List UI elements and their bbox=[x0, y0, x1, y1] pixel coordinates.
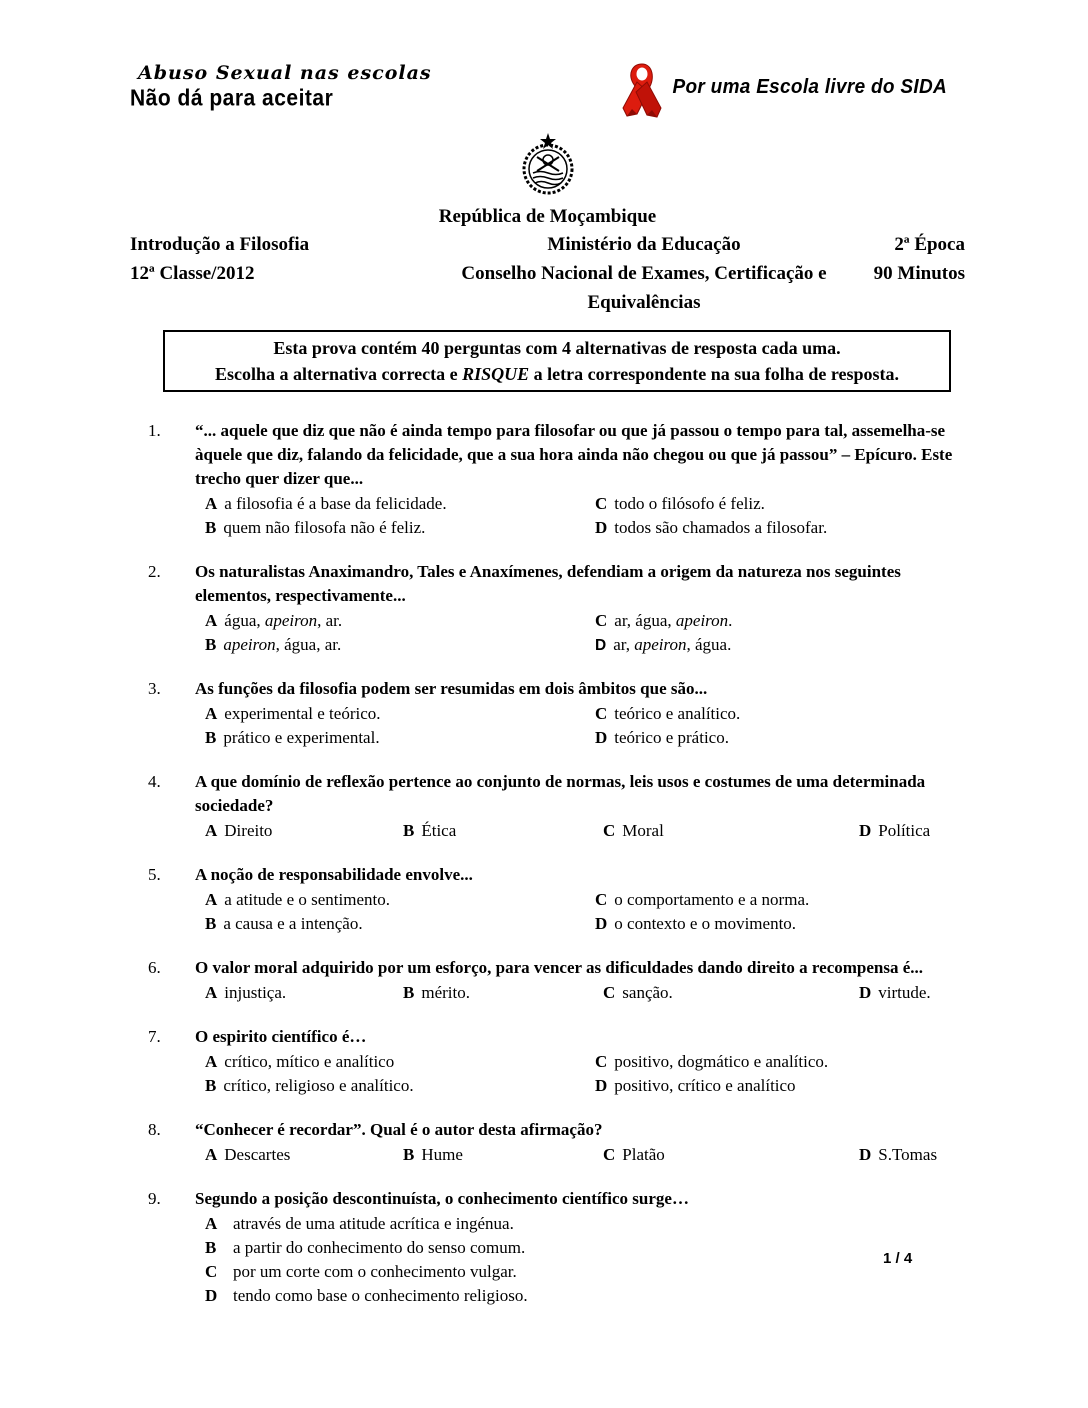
option-letter: B bbox=[403, 983, 415, 1002]
option-text: crítico, religioso e analítico. bbox=[223, 1076, 414, 1095]
option-text: Hume bbox=[421, 1145, 463, 1164]
option-b bbox=[205, 726, 595, 750]
option-text: crítico, mítico e analítico bbox=[224, 1052, 395, 1071]
slogan-bold-line: Não dá para aceitar bbox=[130, 86, 334, 111]
option-letter: D bbox=[595, 1076, 608, 1095]
option-b bbox=[205, 1236, 965, 1260]
option-letter: A bbox=[205, 1052, 218, 1071]
option-text: positivo, dogmático e analítico. bbox=[614, 1052, 829, 1071]
instructions-box bbox=[163, 330, 951, 392]
option-letter: B bbox=[403, 1145, 415, 1164]
option-a bbox=[205, 1212, 965, 1236]
option-letter: C bbox=[603, 983, 616, 1002]
options-group bbox=[195, 819, 965, 843]
option-text: Ética bbox=[421, 821, 457, 840]
slogan-script-line: Abuso Sexual nas escolas bbox=[138, 62, 432, 84]
options-group bbox=[195, 1143, 965, 1167]
option-letter: B bbox=[205, 518, 217, 537]
option-b bbox=[205, 1074, 595, 1098]
option-c bbox=[603, 981, 859, 1005]
option-a bbox=[205, 1143, 403, 1167]
option-letter: A bbox=[205, 704, 218, 723]
options-group bbox=[195, 492, 965, 540]
option-letter: A bbox=[205, 821, 218, 840]
option-letter: D bbox=[859, 1145, 872, 1164]
option-letter: A bbox=[205, 494, 218, 513]
option-c bbox=[595, 609, 965, 633]
option-text: quem não filosofa não é feliz. bbox=[223, 518, 426, 537]
duration-label: 90 Minutos bbox=[873, 263, 965, 284]
question-number: 8. bbox=[148, 1120, 161, 1139]
question bbox=[148, 1025, 965, 1098]
option-text: Moral bbox=[622, 821, 664, 840]
option-letter: C bbox=[603, 821, 616, 840]
question bbox=[148, 863, 965, 936]
option-d bbox=[859, 981, 965, 1005]
epoch-label: 2ª Época bbox=[894, 234, 965, 255]
option-c bbox=[205, 1260, 965, 1284]
option-letter: D bbox=[205, 1286, 218, 1305]
question bbox=[148, 560, 965, 657]
option-letter: C bbox=[595, 494, 608, 513]
option-text: injustiça. bbox=[224, 983, 287, 1002]
option-text: positivo, crítico e analítico bbox=[614, 1076, 796, 1095]
question-number: 6. bbox=[148, 958, 161, 977]
option-letter: B bbox=[205, 914, 217, 933]
options-group bbox=[195, 1212, 965, 1308]
option-letter: A bbox=[205, 983, 218, 1002]
option-text: mérito. bbox=[421, 983, 470, 1002]
option-letter: C bbox=[603, 1145, 616, 1164]
option-d bbox=[595, 912, 965, 936]
question bbox=[148, 419, 965, 540]
subject-label: Introdução a Filosofia bbox=[130, 234, 310, 255]
options-group bbox=[195, 1050, 965, 1098]
option-text: tendo como base o conhecimento religioso. bbox=[233, 1286, 528, 1305]
option-d bbox=[595, 633, 965, 657]
option-d bbox=[859, 1143, 965, 1167]
option-c bbox=[595, 888, 965, 912]
option-letter: C bbox=[595, 890, 608, 909]
ribbon-slogan-label: Por uma Escola livre do SIDA bbox=[672, 75, 947, 98]
options-group bbox=[195, 888, 965, 936]
option-letter: B bbox=[205, 1238, 217, 1257]
campaign-slogan bbox=[130, 62, 432, 110]
option-text: sanção. bbox=[622, 983, 673, 1002]
question bbox=[148, 677, 965, 750]
option-d bbox=[595, 726, 965, 750]
option-b bbox=[205, 633, 595, 657]
aids-campaign bbox=[617, 62, 947, 127]
option-c bbox=[595, 492, 965, 516]
question-number: 7. bbox=[148, 1027, 161, 1046]
option-text: a atitude e o sentimento. bbox=[224, 890, 390, 909]
option-text: através de uma atitude acrítica e ingénua. bbox=[233, 1214, 514, 1233]
option-text: Política bbox=[878, 821, 931, 840]
option-text: o contexto e o movimento. bbox=[614, 914, 797, 933]
option-d bbox=[595, 516, 965, 540]
question-number: 3. bbox=[148, 679, 161, 698]
option-c bbox=[603, 819, 859, 843]
question-text: “... aquele que diz que não é ainda tempo para filosofar ou que já passou o tempo para tal, assemelha-se àquele que diz, falando da felicidade, que a sua hora ainda não chegou ou que já passou” – Epícuro. Este trecho quer dizer que... bbox=[195, 421, 953, 488]
option-b bbox=[205, 912, 595, 936]
mozambique-emblem-icon bbox=[519, 133, 577, 202]
option-c bbox=[595, 1050, 965, 1074]
question-text: “Conhecer é recordar”. Qual é o autor desta afirmação? bbox=[195, 1120, 603, 1139]
option-text: prático e experimental. bbox=[223, 728, 380, 747]
options-group bbox=[195, 702, 965, 750]
question-text: A que domínio de reflexão pertence ao conjunto de normas, leis usos e costumes de uma determinada sociedade? bbox=[195, 772, 926, 815]
option-c bbox=[595, 702, 965, 726]
option-letter: B bbox=[205, 1076, 217, 1095]
option-letter: D bbox=[859, 821, 872, 840]
option-letter: D bbox=[595, 914, 608, 933]
option-text: água, apeiron, ar. bbox=[224, 611, 343, 630]
option-text: teórico e analítico. bbox=[614, 704, 741, 723]
option-c bbox=[603, 1143, 859, 1167]
question-text: As funções da filosofia podem ser resumidas em dois âmbitos que são... bbox=[195, 679, 708, 698]
ministry-label: Ministério da Educação bbox=[547, 234, 741, 255]
option-text: por um corte com o conhecimento vulgar. bbox=[233, 1262, 517, 1281]
option-text: a filosofia é a base da felicidade. bbox=[224, 494, 447, 513]
question-text: O espirito científico é… bbox=[195, 1027, 367, 1046]
question bbox=[148, 1187, 965, 1308]
option-letter: B bbox=[205, 728, 217, 747]
option-text: a causa e a intenção. bbox=[223, 914, 363, 933]
question-text: Os naturalistas Anaximandro, Tales e Anaxímenes, defendiam a origem da natureza nos seguintes elementos, respectivamente... bbox=[195, 562, 901, 605]
option-a bbox=[205, 981, 403, 1005]
option-letter: C bbox=[595, 1052, 608, 1071]
option-text: Platão bbox=[622, 1145, 665, 1164]
top-banner bbox=[130, 0, 965, 127]
option-letter: B bbox=[403, 821, 415, 840]
option-text: todo o filósofo é feliz. bbox=[614, 494, 765, 513]
option-text: ar, apeiron, água. bbox=[613, 635, 732, 654]
option-a bbox=[205, 702, 595, 726]
risque-emphasis: RISQUE bbox=[462, 364, 530, 384]
question-text: O valor moral adquirido por um esforço, para vencer as dificuldades dando direito a recompensa é... bbox=[195, 958, 924, 977]
option-b bbox=[403, 1143, 603, 1167]
option-b bbox=[403, 819, 603, 843]
header-row-2 bbox=[130, 259, 965, 317]
page-number: 1 / 4 bbox=[883, 1250, 913, 1267]
option-a bbox=[205, 609, 595, 633]
option-letter: C bbox=[205, 1262, 218, 1281]
option-letter: D bbox=[595, 637, 607, 654]
questions-list bbox=[130, 419, 965, 1308]
option-text: apeiron, água, ar. bbox=[223, 635, 342, 654]
option-letter: C bbox=[595, 704, 608, 723]
question bbox=[148, 1118, 965, 1167]
red-ribbon-icon bbox=[617, 62, 667, 127]
question-number: 4. bbox=[148, 772, 161, 791]
republic-title: República de Moçambique bbox=[438, 206, 657, 227]
option-text: S.Tomas bbox=[878, 1145, 938, 1164]
option-letter: C bbox=[595, 611, 608, 630]
question bbox=[148, 956, 965, 1005]
option-letter: D bbox=[859, 983, 872, 1002]
options-group bbox=[195, 981, 965, 1005]
option-b bbox=[403, 981, 603, 1005]
option-text: a partir do conhecimento do senso comum. bbox=[233, 1238, 526, 1257]
option-letter: D bbox=[595, 518, 608, 537]
question-number: 5. bbox=[148, 865, 161, 884]
header-row-1 bbox=[130, 230, 965, 259]
option-letter: A bbox=[205, 1145, 218, 1164]
option-letter: A bbox=[205, 611, 218, 630]
question-number: 2. bbox=[148, 562, 161, 581]
instructions-line-2: Escolha a alternativa correcta e RISQUE a letra correspondente na sua folha de resposta. bbox=[215, 364, 899, 384]
option-a bbox=[205, 492, 595, 516]
instructions-line-1: Esta prova contém 40 perguntas com 4 alternativas de resposta cada uma. bbox=[273, 338, 841, 358]
question-text: A noção de responsabilidade envolve... bbox=[195, 865, 473, 884]
options-group bbox=[195, 609, 965, 657]
option-d bbox=[205, 1284, 965, 1308]
question-text: Segundo a posição descontinuísta, o conhecimento científico surge… bbox=[195, 1189, 689, 1208]
option-text: todos são chamados a filosofar. bbox=[614, 518, 828, 537]
question bbox=[148, 770, 965, 843]
option-d bbox=[595, 1074, 965, 1098]
council-label: Conselho Nacional de Exames, Certificação e Equivalências bbox=[461, 263, 827, 313]
option-letter: A bbox=[205, 890, 218, 909]
question-number: 1. bbox=[148, 421, 161, 440]
option-text: experimental e teórico. bbox=[224, 704, 381, 723]
option-text: Descartes bbox=[224, 1145, 291, 1164]
option-letter: A bbox=[205, 1214, 218, 1233]
option-text: o comportamento e a norma. bbox=[614, 890, 810, 909]
option-b bbox=[205, 516, 595, 540]
option-a bbox=[205, 819, 403, 843]
option-text: teórico e prático. bbox=[614, 728, 729, 747]
option-a bbox=[205, 1050, 595, 1074]
option-letter: D bbox=[595, 728, 608, 747]
option-d bbox=[859, 819, 965, 843]
option-letter: B bbox=[205, 635, 217, 654]
class-year-label: 12ª Classe/2012 bbox=[130, 263, 255, 284]
option-text: virtude. bbox=[878, 983, 931, 1002]
option-text: Direito bbox=[224, 821, 273, 840]
question-number: 9. bbox=[148, 1189, 161, 1208]
option-text: ar, água, apeiron. bbox=[614, 611, 733, 630]
option-a bbox=[205, 888, 595, 912]
